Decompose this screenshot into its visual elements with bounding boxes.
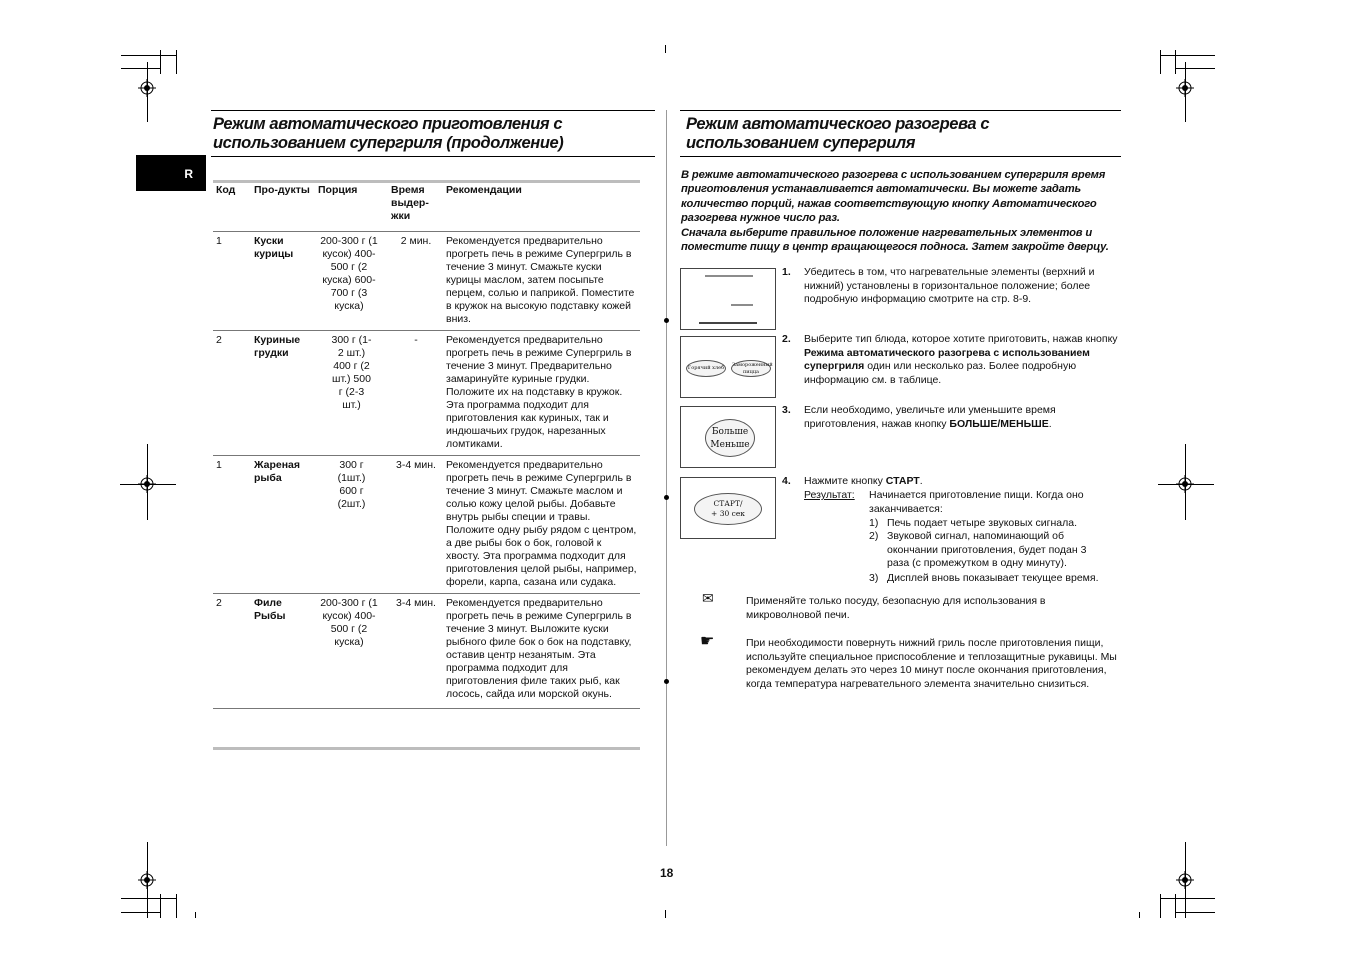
intro-text xyxy=(681,168,1127,254)
reg-line xyxy=(147,842,148,918)
left-page-title: Режим автоматического приготовления с использованием супергриля (продолжение) xyxy=(213,115,564,152)
auto-reheat-buttons-illustration xyxy=(680,336,776,398)
title-rule-top xyxy=(680,110,1121,111)
step-text-part: . xyxy=(919,475,923,487)
table-row xyxy=(213,232,640,331)
cell-portion: 200-300 г (1 кусок) 400-500 г (2 куска) xyxy=(315,594,388,709)
cell-recommend: Рекомендуется предварительно прогреть печь в режиме Супергриль в течение 3 минут. Выложите куски рыбного филе бок о бок на подставку, оставив центр незанятым. Эта программа подходит для приготовления филе таких рыб, как лосось, сайда или морской окунь. xyxy=(443,594,640,709)
table-row xyxy=(213,594,640,709)
cell-product: Филе Рыбы xyxy=(251,594,315,709)
step-text-bold: БОЛЬШЕ/МЕНЬШЕ xyxy=(949,417,1049,430)
less-label: Меньше xyxy=(710,440,750,450)
result-text: Начинается приготовление пищи. Когда оно заканчивается: xyxy=(869,489,1084,515)
start-label: СТАРТ/ xyxy=(713,499,743,508)
step-text-bold: СТАРТ xyxy=(885,475,920,487)
col-header-code: Код xyxy=(216,184,236,196)
hot-bread-button[interactable]: Горячий хлеб xyxy=(686,360,726,377)
col-header-portion: Порция xyxy=(318,184,358,196)
step-text xyxy=(804,475,1124,489)
result-item-text: Печь подает четыре звуковых сигнала. xyxy=(887,517,1078,529)
note-text: При необходимости повернуть нижний гриль после приготовления пищи, используйте специальное приспособление и теплозащитные рукавицы. Мы рекомендуем делать это через 10 минут после окончания приготовления, когда температура нагревательного элемента значительно снизиться. xyxy=(746,637,1117,690)
reg-line xyxy=(1185,444,1186,520)
plus30-label: + 30 сек xyxy=(711,509,745,518)
frozen-pizza-button[interactable]: Замороженный пицца xyxy=(732,362,773,375)
result-label: Результат: xyxy=(804,489,855,501)
language-tab: R xyxy=(136,155,206,191)
intro-paragraph: Сначала выберите правильное положение нагревательных элементов и поместите пищу в центр вращающегося подноса. Затем закройте дверцу. xyxy=(681,226,1109,254)
cell-time: 3-4 мин. xyxy=(388,456,443,594)
col-header-recommend: Рекомендации xyxy=(446,184,522,196)
more-label: Больше xyxy=(711,427,749,437)
step-text xyxy=(804,333,1124,387)
step-text-part: . xyxy=(1048,417,1052,430)
cell-code: 2 xyxy=(213,331,251,456)
cell-time: - xyxy=(388,331,443,456)
cell-portion: 300 г (1-2 шт.) 400 г (2 шт.) 500 г (2-3 шт.) xyxy=(315,331,388,456)
reg-line xyxy=(147,62,148,122)
result-item-number: 2) xyxy=(869,530,879,542)
more-less-button[interactable] xyxy=(705,419,755,457)
note-envelope-icon: ✉ xyxy=(702,590,714,606)
start-button[interactable] xyxy=(694,493,762,525)
step-number: 3. xyxy=(782,404,791,416)
step-text-part: один или несколько раз. Более подробную информацию см. в таблице. xyxy=(804,360,1077,386)
table-header xyxy=(213,184,640,232)
cell-time: 3-4 мин. xyxy=(388,594,443,709)
start-button-illustration xyxy=(680,477,776,539)
result-item-text: Звуковой сигнал, напоминающий об окончании приготовления, будет подан 3 раза (с промежутком в одну минуту). xyxy=(887,530,1087,569)
cell-portion: 300 г (1шт.) 600 г (2шт.) xyxy=(315,456,388,594)
title-rule-bottom xyxy=(680,156,1121,157)
step-text-bold: Режима автоматического разогрева с использованием супергриля xyxy=(804,346,1090,372)
step-text-part: Если необходимо, увеличьте или уменьшите время приготовления, нажав кнопку xyxy=(804,404,1056,430)
binding-dot xyxy=(664,318,669,323)
reg-line xyxy=(147,444,148,520)
step-number: 2. xyxy=(782,333,791,345)
reg-line xyxy=(120,484,176,485)
note-pointing-hand-icon: ☛ xyxy=(700,633,715,650)
heating-element-illustration xyxy=(680,268,776,330)
table-row xyxy=(213,456,640,594)
cell-code: 1 xyxy=(213,232,251,331)
col-header-product: Про-дукты xyxy=(254,184,310,196)
heating-element-icon xyxy=(681,269,775,329)
table-row xyxy=(213,331,640,456)
step-text xyxy=(804,404,1124,431)
note-text: Применяйте только посуду, безопасную для использования в микроволновой печи. xyxy=(746,595,1046,621)
reg-line xyxy=(1158,484,1214,485)
table-top-rule xyxy=(213,180,640,183)
table-bottom-rule xyxy=(213,747,640,750)
result-item-text: Дисплей вновь показывает текущее время. xyxy=(887,572,1099,584)
center-divider xyxy=(666,110,667,846)
cell-product: Куриные грудки xyxy=(251,331,315,456)
cell-code: 1 xyxy=(213,456,251,594)
result-item-number: 3) xyxy=(869,572,879,584)
recommendations-table xyxy=(213,184,640,709)
intro-paragraph: В режиме автоматического разогрева с использованием супергриля время приготовления устанавливается автоматически. Вы можете задать количество порций, нажав соответствующую кнопку Автоматического разогрева нужное число раз. xyxy=(681,169,1106,225)
reg-line xyxy=(1185,62,1186,122)
cell-recommend: Рекомендуется предварительно прогреть печь в режиме Супергриль в течение 3 минут. Смажьте маслом и солью кожу целой рыбы. Добавьте внутрь рыбы специи и травы. Положите одну рыбу рядом с центром, а две рыбы бок о бок, головой к хвосту. Эта программа подходит для приготовления целой рыбы, например, форели, карпа, сазана или судака. xyxy=(443,456,640,594)
binding-dot xyxy=(664,495,669,500)
result-item-number: 1) xyxy=(869,517,879,529)
step-text-part: Нажмите кнопку xyxy=(804,475,886,487)
cell-product: Куски курицы xyxy=(251,232,315,331)
cell-product: Жареная рыба xyxy=(251,456,315,594)
col-header-time: Время выдер-жки xyxy=(391,184,429,222)
binding-dot xyxy=(664,679,669,684)
more-less-illustration xyxy=(680,406,776,468)
step-number: 4. xyxy=(782,475,791,487)
title-rule-top xyxy=(211,110,655,111)
step-text-part: Выберите тип блюда, которое хотите приготовить, нажав кнопку xyxy=(804,333,1118,345)
cell-time: 2 мин. xyxy=(388,232,443,331)
page-number: 18 xyxy=(660,866,674,880)
right-page-title: Режим автоматического разогрева с использованием супергриля xyxy=(686,115,990,152)
cell-recommend: Рекомендуется предварительно прогреть печь в режиме Супергриль в течение 3 минут. Смажьте куски курицы маслом, затем посыпьте перцем, солью и паприкой. Поместите в кружок на высокую подставку кожей вниз. xyxy=(443,232,640,331)
title-rule-bottom xyxy=(211,156,655,157)
step-number: 1. xyxy=(782,266,791,278)
cell-portion: 200-300 г (1 кусок) 400-500 г (2 куска) 600-700 г (3 куска) xyxy=(315,232,388,331)
cell-recommend: Рекомендуется предварительно прогреть печь в режиме Супергриль в течение 3 минут. Предварительно замаринуйте куриные грудки. Положите их на подставку в кружок. Эта программа подходит для приготовления как куриных, так и индюшачьих грудок, нарезанных ломтиками. xyxy=(443,331,640,456)
reg-line xyxy=(1185,842,1186,918)
step-text: Убедитесь в том, что нагревательные элементы (верхний и нижний) установлены в горизонтальное положение; более подробную информацию смотрите на стр. 8-9. xyxy=(804,266,1095,305)
cell-code: 2 xyxy=(213,594,251,709)
